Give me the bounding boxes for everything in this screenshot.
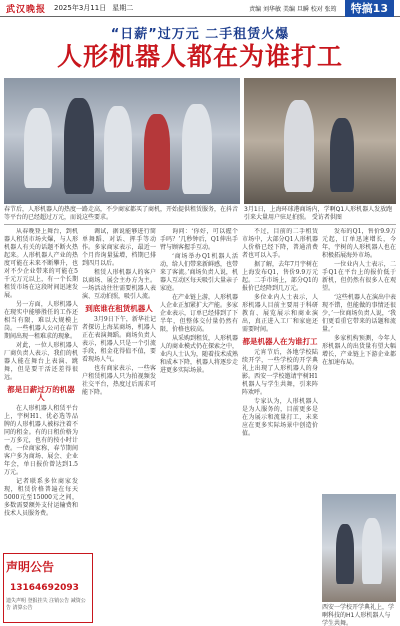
paragraph: 3月9日下午，新华社记者探访上海某商场，机器人正在表演舞蹈。商场负责人表示，机器人只是一个引流手段，租金花得值不值，要看现场人气。	[82, 316, 156, 363]
paragraph: ‘这些机器人在演出中表现不错，但能做的事情还很少，’一位商场负责人说，‘我们更看重它带来的话题和流量。’	[322, 294, 396, 333]
photo-robot-mall	[244, 78, 396, 204]
paragraph: ‘商场举办Q1机器人活动，给人们带来新鲜感，也带来了客流。’商场负责人说，机器人互动区每天吸引大量亲子家庭。	[160, 253, 238, 292]
headline-block	[0, 19, 400, 75]
main-headline: 人形机器人都在为谁打工	[56, 42, 343, 71]
paragraph: 对此，一位人形机器人厂商负责人表示，我们的机器人能在舞台上表演、跳舞，但是要干活还差得很远。	[4, 342, 78, 381]
classified-ad	[3, 553, 93, 623]
paragraph: 也有商家表示，一些客户租赁机器人只为拍视频发社交平台，热度过后需求可能下降。	[82, 365, 156, 396]
section-badge: 特搞13	[345, 0, 394, 17]
ad-lines: 遗失声明 登报挂失 注销公告 减资公告 清算公告	[6, 598, 86, 611]
paragraph: 询问：‘你好，可以握个手吗？’几秒钟后，Q1伸出手臂与顾客握手互动。	[160, 228, 238, 251]
subheadline: “日薪”过万元 二手租赁火爆	[110, 27, 290, 42]
paragraph: 多家机构预测，今年人形机器人的出货量有望大幅增长，产业链上下游企业都在加速布局。	[322, 335, 396, 366]
paragraph: 发布的Q1，售价9.9万元起，订单迅速增长，今年，宇树的人形机器人也在积极拓展海外市场。	[322, 228, 396, 259]
article-column-5	[322, 228, 396, 490]
photo-caption-3: 西安一学校开学典礼上，学啊科技的H1人形机器人与学生共舞。	[322, 604, 395, 626]
paragraph: 从采购到租赁，人形机器人的商业模式仍在探索之中，业内人士认为，随着技术成熟和成本下降，机器人将逐步走进更多实际场景。	[160, 335, 238, 374]
paragraph: 租赁人形机器人的客户以商场、展会主办方为主。一场活动往往需要机器人表演、互动拍照，吸引人流。	[82, 269, 156, 300]
section-heading: 都是机器人在为谁打工	[242, 337, 318, 346]
section-heading: 都是日薪过万的机器人	[7, 385, 75, 402]
photo-robot-school	[322, 494, 396, 602]
section-heading: 到底谁在租赁机器人	[85, 304, 153, 313]
newspaper-logo: 武汉晚报	[6, 4, 47, 15]
paragraph: 专家认为，人形机器人是为人服务的，目前更多是在为展示和流量打工，未来应在更多实际场景中创造价值。	[242, 398, 318, 437]
paragraph: 在人形机器人租赁平台上，宇树H1、优必选等品牌的人形机器人被标注着不同的租金。有的日租价格为一万多元，也有的按小时计费。一位商家称，春节期间客户多为商场、展会、企业年会，单日报价曾达到1.5万元。	[4, 405, 78, 476]
photo-caption-2: 3月1日，上海环球港商场内，学啊Q1人形机器人发放跑引来大量用户驻足拍照。 受访者供图	[244, 206, 393, 221]
photo-caption-1: 春节后，人形机器人的热度一路走高，不少商家都买了商机，开始提供租赁服务，在抖音等平台的已经超过万元，而说这些要求。	[4, 206, 239, 221]
ad-phone: 13164692093	[10, 583, 79, 593]
ad-brand: 声明公告	[6, 560, 55, 574]
paragraph: 在产业链上游，人形机器人企业正加紧扩大产能。多家企业表示，订单已经排到了下半年，但整体交付量仍然有限，价格也较高。	[160, 294, 238, 333]
paragraph: 据了解，去年7月宇树在上海发布Q1，售价9.9万元起。二手市场上，部分Q1的报价已经降到几万元。	[242, 261, 318, 292]
paragraph: 不过，目前的二手租赁市场中，大部分Q1人形机器人价格已经下降，普通消费者也可以入手。	[242, 228, 318, 259]
paragraph: 调试，据说能够进行简单舞蹈、对话、挥手等动作。多家商家表示，最近一个月咨询量猛增，档期已排到四月以后。	[82, 228, 156, 267]
photo-robots-show	[4, 78, 240, 204]
issue-weekday: 星期二	[112, 4, 134, 12]
issue-date: 2025年3月11日	[54, 4, 107, 12]
paragraph: 一位业内人士表示，二手Q1在平台上的报价低于新机，但仍然有很多人在观望。	[322, 261, 396, 292]
paragraph: 另一方面，人形机器人在现实中能够胜任的工作还相当有限，难以大规模上岗。一些机器人公司在春节期间出现一租难求的现象。	[4, 301, 78, 340]
article-column-4	[242, 228, 318, 622]
article-column-2	[82, 228, 156, 550]
article-column-3	[160, 228, 238, 622]
article-column-1	[4, 228, 78, 550]
paragraph: 记者联系多位商家发现，租赁价格普遍在每天5000元至15000元之间，多数需要额外支付运输费和技术人员服务费。	[4, 478, 78, 517]
masthead	[0, 0, 400, 17]
paragraph: 从春晚登上舞台，到机器人租赁市场火爆，与人形机器人有关的话题不断火热起来。人形机器人产业的热度可能在未来不断攀升，也对不少企业带来的可能在5千元万元以上，有一个长期租赁市场在这段时间迅速发展。	[4, 228, 78, 299]
editor-credits: 责编 刘华敏 美编 旦瞬 校对 张筠	[249, 5, 337, 13]
paragraph: 多位业内人士表示，人形机器人目前主要用于科研教育、展览展示和商业演出，真正进入工厂和家庭还需要时间。	[242, 294, 318, 333]
paragraph: 元宵节后，各地学校陆续开学，一些学校的开学典礼上出现了人形机器人的身影。西安一学校邀请宇树H1机器人与学生共舞，引来阵阵欢呼。	[242, 349, 318, 396]
